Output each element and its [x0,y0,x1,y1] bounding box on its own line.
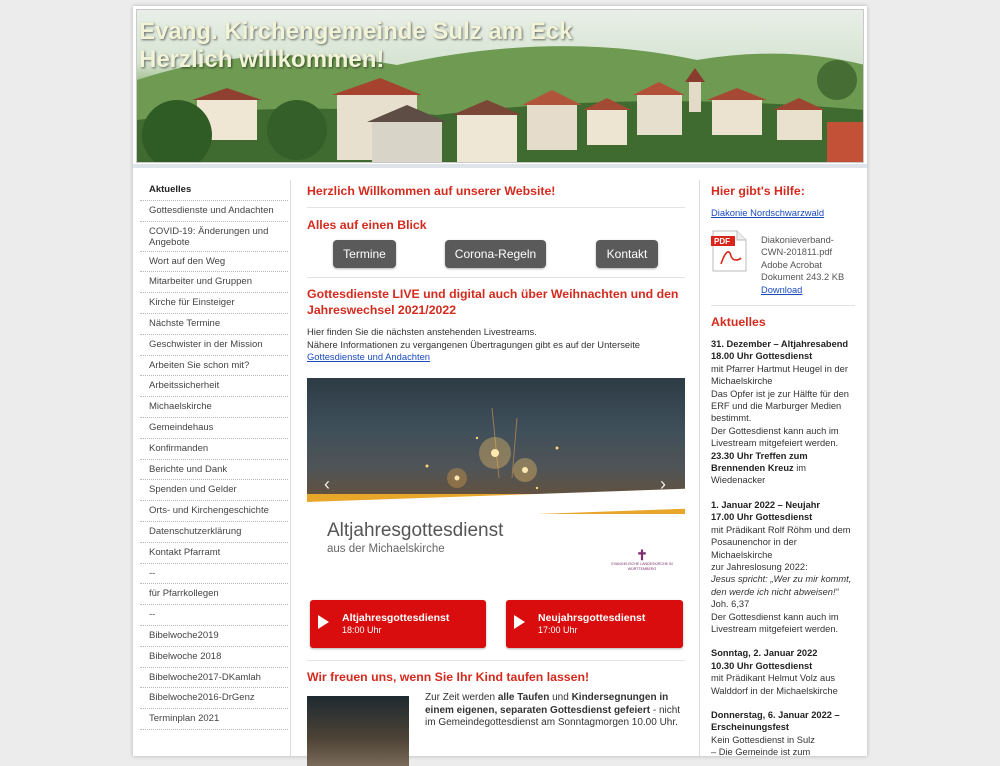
nav-item-bibelwoche2018[interactable]: Bibelwoche 2018 [140,647,288,668]
overview-heading: Alles auf einen Blick [307,218,427,232]
diakonie-link[interactable]: Diakonie Nordschwarzwald [711,207,825,218]
header-divider [133,164,867,168]
livestream-text-2: Nähere Informationen zu vergangenen Übertragungen gibt es auf der Unterseite [307,338,641,350]
baptism-bold: alle Taufen [497,692,550,703]
nav-item-mitarbeiter[interactable]: Mitarbeiter und Gruppen [140,272,288,293]
baptism-text-part: Zur Zeit werden [425,692,498,703]
pdf-info [761,234,844,296]
slider-prev-button[interactable]: ‹ [324,474,330,494]
play-icon [318,615,329,629]
sparkler-graphic [307,378,685,506]
stream-time: 18:00 Uhr [342,625,382,635]
slide-subtitle: aus der Michaelskirche [327,543,445,555]
svg-text:PDF: PDF [714,237,730,246]
news-date: Sonntag, 2. Januar 2022 [711,648,818,659]
nav-item-terminplan-2021[interactable]: Terminplan 2021 [140,709,288,730]
news-entry [711,338,855,487]
baptism-photo [307,696,409,766]
news-text: zur Jahreslosung 2022: [711,561,808,572]
sidebar-divider [290,180,291,756]
news-quote: Jesus spricht: „Wer zu mir kommt, den werde ich nicht abweisen!“ [711,574,852,597]
livestream-intro [307,326,685,364]
nav-item-wort-auf-den-weg[interactable]: Wort auf den Weg [140,252,288,273]
nav-item-konfirmanden[interactable]: Konfirmanden [140,439,288,460]
divider [711,305,855,306]
help-heading: Hier gibt's Hilfe: [711,184,805,198]
nav-item-spenden[interactable]: Spenden und Gelder [140,480,288,501]
baptism-bold: Kindersegnungen in einem eigenen, separaten Gottesdienst gefeiert [425,692,669,716]
news-text: Das Opfer ist je zur Hälfte für den ERF und die Marburger Medien bestimmt. [711,388,849,424]
spacer [711,697,855,709]
pdf-type: Adobe Acrobat [761,259,822,270]
news-heading: Aktuelles [711,315,766,329]
news-text: im Wiedenacker [711,463,807,486]
stream-title: Neujahrsgottesdienst [538,612,646,624]
nav-item-michaelskirche[interactable]: Michaelskirche [140,397,288,418]
baptism-text-part: und [549,692,572,703]
kontakt-button[interactable]: Kontakt [596,240,658,268]
news-time: 17.00 Uhr Gottesdienst [711,512,813,523]
termine-button[interactable]: Termine [333,240,396,268]
news-text: mit Prädikant Rolf Röhm und dem Posaunenchor in der Michaelskirche [711,524,851,560]
divider [307,660,685,661]
sparkler-photo [307,378,685,506]
header-banner [136,9,864,163]
news-text: Kein Gottesdienst in Sulz [711,734,815,745]
livestream-heading: Gottesdienste LIVE und digital auch über Weihnachten und den Jahreswechsel 2021/2022 [307,287,679,317]
quick-links [307,240,685,270]
nav-item-gottesdienste[interactable]: Gottesdienste und Andachten [140,201,288,222]
divider [307,277,685,278]
church-logo [607,548,677,572]
nav-item-kirche-einsteiger[interactable]: Kirche für Einsteiger [140,293,288,314]
livestream-text-1: Hier finden Sie die nächsten anstehenden Livestreams. [307,326,537,337]
news-text: Der Gottesdienst kann auch im Livestream mitgefeiert werden. [711,611,839,634]
pdf-download-link[interactable]: Download [761,284,803,295]
nav-item-separator[interactable]: -- [140,605,288,626]
welcome-heading: Herzlich Willkommen auf unserer Website! [307,184,556,198]
nav-item-datenschutz[interactable]: Datenschutzerklärung [140,522,288,543]
news-list [711,338,855,759]
nav-item-bibelwoche2017[interactable]: Bibelwoche2017-DKamlah [140,668,288,689]
news-time: 18.00 Uhr Gottesdienst [711,351,813,362]
nav-item-geschichte[interactable]: Orts- und Kirchengeschichte [140,501,288,522]
logo-text: EVANGELISCHE LANDESKIRCHE IN WÜRTTEMBERG [611,562,673,571]
news-text: – Die Gemeinde ist zum [711,747,811,758]
stream-time: 17:00 Uhr [538,625,578,635]
sidebar-nav [140,180,288,730]
news-date: 1. Januar 2022 – Neujahr [711,499,821,510]
nav-item-bibelwoche2016[interactable]: Bibelwoche2016-DrGenz [140,688,288,709]
nav-item-geschwister-mission[interactable]: Geschwister in der Mission [140,335,288,356]
news-entry [711,647,855,697]
news-text: mit Pfarrer Hartmut Heugel in der Michaelskirche [711,363,848,387]
altjahr-stream-button[interactable] [310,600,486,648]
baptism-heading: Wir freuen uns, wenn Sie Ihr Kind taufen lassen! [307,670,590,684]
spacer [711,635,855,647]
nav-item-arbeitssicherheit[interactable]: Arbeitssicherheit [140,376,288,397]
nav-item-bibelwoche2019[interactable]: Bibelwoche2019 [140,626,288,647]
site-subtitle: Herzlich willkommen! [139,46,385,73]
pdf-icon[interactable] [711,230,747,272]
gottesdienste-link[interactable]: Gottesdienste und Andachten [307,351,431,362]
pdf-filename-2: CWN-201811.pdf [761,247,833,258]
corona-regeln-button[interactable]: Corona-Regeln [445,240,546,268]
baptism-text-part: - nicht im Gemeindegottesdienst am Sonntagmorgen 10.00 Uhr. [425,704,681,729]
news-time: 10.30 Uhr Gottesdienst [711,660,813,671]
spacer [711,487,855,499]
cross-icon: ✝ [636,547,648,563]
neujahr-stream-button[interactable] [506,600,683,648]
nav-item-gemeindehaus[interactable]: Gemeindehaus [140,418,288,439]
news-time: 23.30 Uhr Treffen zum Brennenden Kreuz [711,450,808,474]
nav-item-berichte-dank[interactable]: Berichte und Dank [140,460,288,481]
nav-item-aktuelles[interactable]: Aktuelles [140,180,288,201]
news-date: Donnerstag, 6. Januar 2022 – Erscheinungsfest [711,709,840,733]
nav-item-covid[interactable]: COVID-19: Änderungen und Angebote [140,222,288,252]
play-icon [514,615,525,629]
nav-item-arbeiten-sie-mit[interactable]: Arbeiten Sie schon mit? [140,356,288,377]
news-text: Joh. 6,37 [711,599,750,610]
news-entry [711,499,855,635]
right-column-divider [699,180,700,756]
page-container [133,6,867,756]
site-title: Evang. Kirchengemeinde Sulz am Eck [139,18,573,45]
news-entry [711,709,855,759]
nav-item-pfarrkollegen[interactable]: für Pfarrkollegen [140,584,288,605]
nav-item-naechste-termine[interactable]: Nächste Termine [140,314,288,335]
nav-item-kontakt-pfarramt[interactable]: Kontakt Pfarramt [140,543,288,564]
news-text: Der Gottesdienst kann auch im Livestream mitgefeiert werden. [711,425,839,449]
pdf-filename-1: Diakonieverband- [761,235,834,245]
nav-item-separator[interactable]: -- [140,564,288,585]
stream-buttons [307,600,685,648]
stream-title: Altjahresgottesdienst [342,612,450,624]
image-slider [307,378,685,584]
news-text: mit Prädikant Helmut Volz aus Walddorf in der Michaelskirche [711,673,838,696]
pdf-size: Dokument 243.2 KB [761,272,845,283]
baptism-text [425,692,685,730]
slide-title: Altjahresgottesdienst [327,520,504,541]
divider [307,207,685,208]
slider-next-button[interactable]: › [660,474,666,494]
news-date: 31. Dezember – Altjahresabend [711,339,849,349]
